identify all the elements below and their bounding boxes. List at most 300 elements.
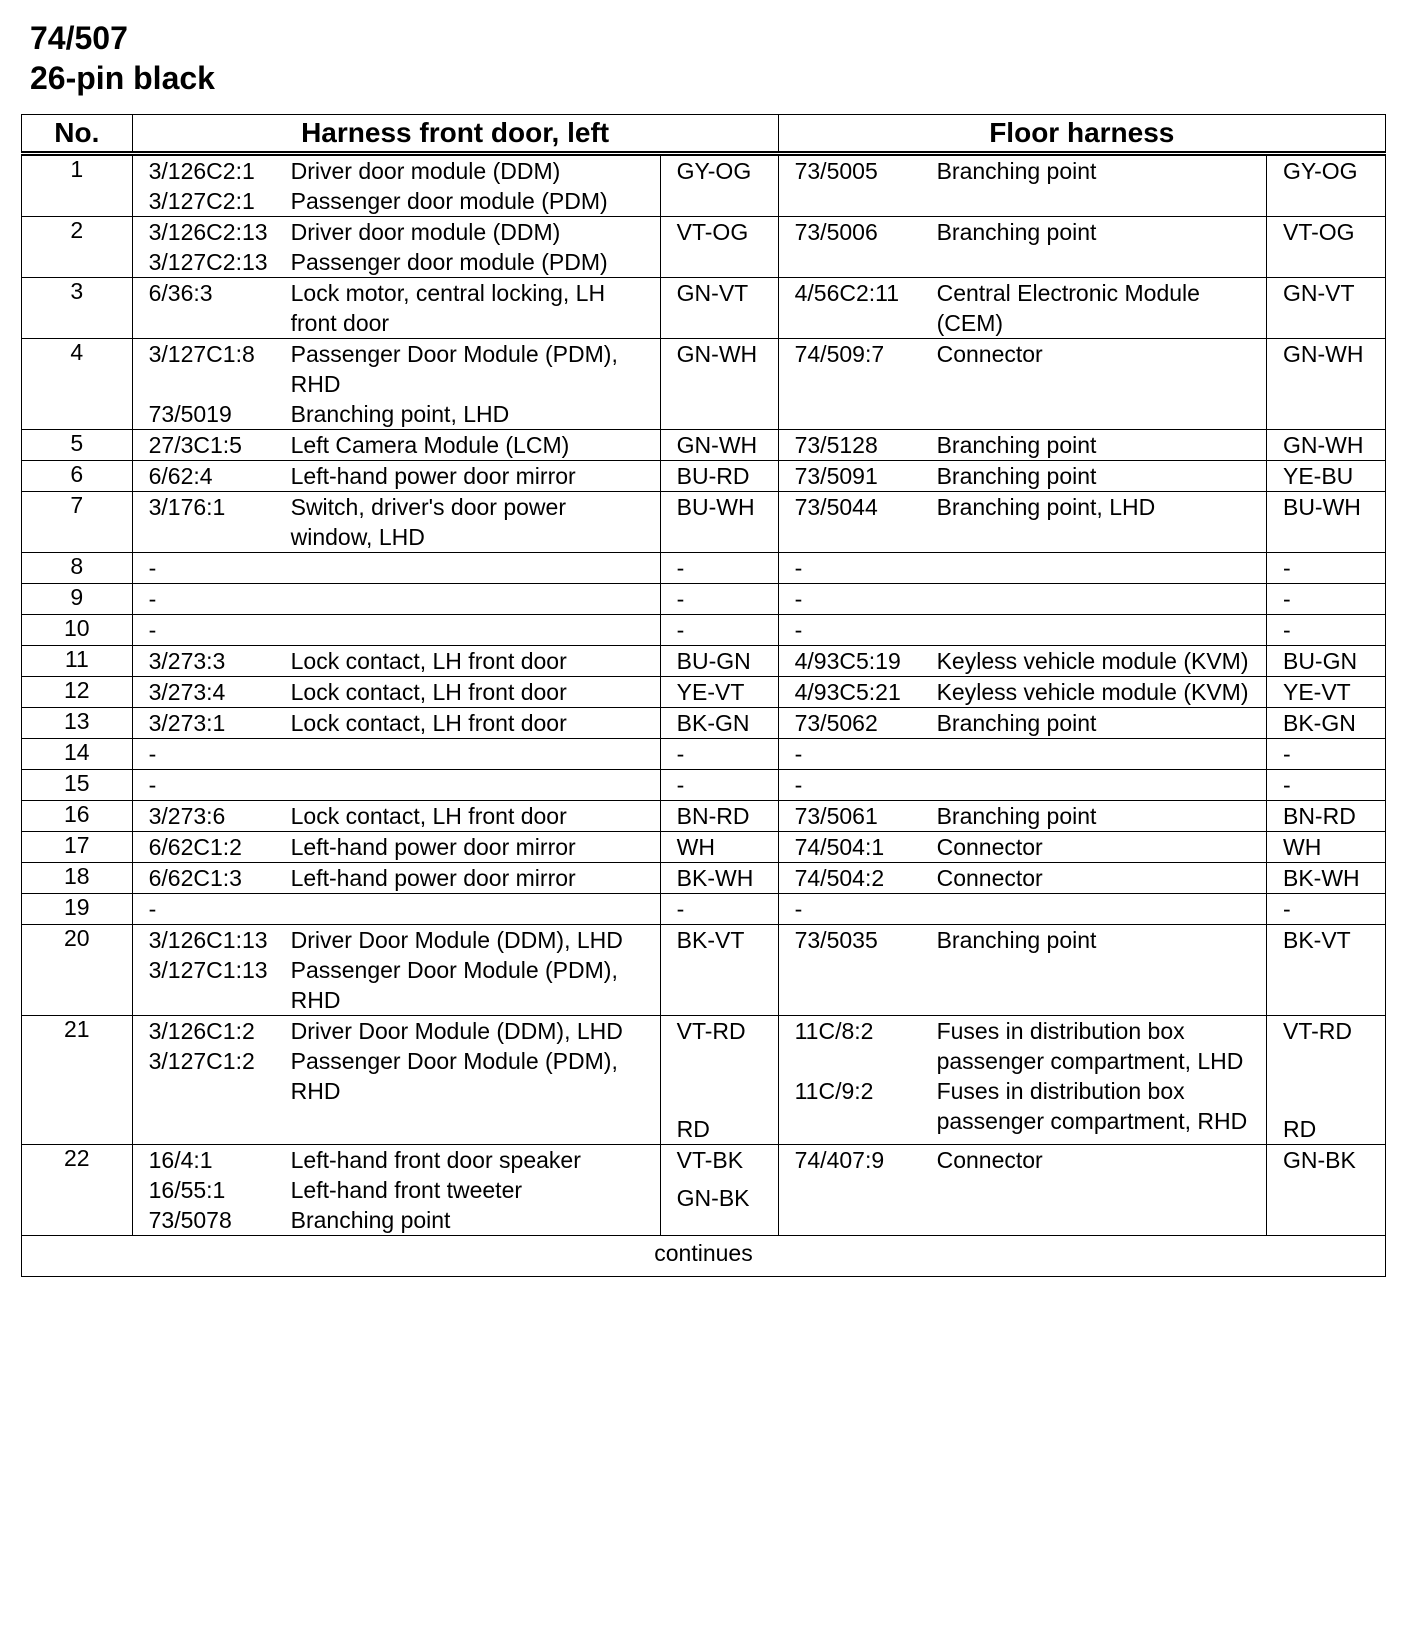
wire-color: GN-VT xyxy=(676,280,749,306)
floor-harness-cell xyxy=(778,1016,1266,1145)
table-row xyxy=(22,1016,1386,1145)
floor-wire-color-cell xyxy=(1266,339,1385,430)
harness-wire-color-cell xyxy=(660,677,778,708)
harness-wire-color-cell xyxy=(660,584,778,615)
table-row xyxy=(22,801,1386,832)
harness-front-door-left-cell xyxy=(132,278,660,339)
floor-wire-color-cell xyxy=(1266,154,1385,217)
harness-front-door-left-cell xyxy=(132,492,660,553)
component-description xyxy=(937,739,1266,769)
component-entry xyxy=(779,156,1266,186)
wire-color: - xyxy=(1282,741,1291,767)
component-entry xyxy=(779,278,1266,338)
wire-color: GN-BK xyxy=(1282,1147,1356,1173)
component-code: - xyxy=(148,617,157,643)
table-row xyxy=(22,492,1386,553)
pin-number: 16 xyxy=(22,801,133,832)
component-entry xyxy=(133,278,660,338)
wire-color: GN-BK xyxy=(676,1185,750,1211)
floor-wire-color-cell xyxy=(1266,863,1385,894)
wire-color: - xyxy=(676,772,685,798)
floor-harness-cell xyxy=(778,615,1266,646)
component-description: Branching point xyxy=(936,219,1097,245)
component-description xyxy=(937,553,1266,583)
component-code: 4/93C5:21 xyxy=(794,679,901,705)
harness-front-door-left-cell xyxy=(132,894,660,925)
harness-front-door-left-cell xyxy=(132,430,660,461)
component-entry xyxy=(133,863,660,893)
table-header-row xyxy=(22,115,1386,154)
harness-front-door-left-cell xyxy=(132,832,660,863)
component-entry xyxy=(779,461,1266,491)
component-entry xyxy=(133,739,660,769)
component-entry xyxy=(133,1046,660,1106)
pin-number: 17 xyxy=(22,832,133,863)
component-description: Driver door module (DDM) xyxy=(290,158,561,184)
wire-color: GN-WH xyxy=(1282,341,1364,367)
component-code: 73/5061 xyxy=(794,803,878,829)
component-description: Branching point xyxy=(936,432,1097,458)
table-row xyxy=(22,339,1386,430)
harness-wire-color-cell xyxy=(660,278,778,339)
component-code: - xyxy=(148,772,157,798)
component-code: 3/127C2:13 xyxy=(148,249,268,275)
component-code: 16/55:1 xyxy=(148,1177,226,1203)
floor-harness-cell xyxy=(778,894,1266,925)
component-code: 73/5128 xyxy=(794,432,878,458)
wire-color: BK-GN xyxy=(1282,710,1356,736)
component-code: 73/5091 xyxy=(794,463,878,489)
wire-color: VT-OG xyxy=(1282,219,1355,245)
component-description: Branching point xyxy=(936,158,1097,184)
floor-harness-cell xyxy=(778,278,1266,339)
harness-front-door-left-cell xyxy=(132,553,660,584)
component-description: Passenger Door Module (PDM), RHD xyxy=(290,341,618,397)
component-entry xyxy=(779,894,1266,924)
component-entry xyxy=(779,430,1266,460)
component-description: Central Electronic Module (CEM) xyxy=(936,280,1200,336)
harness-front-door-left-cell xyxy=(132,801,660,832)
harness-wire-color-cell xyxy=(660,217,778,278)
component-code: 3/273:3 xyxy=(148,648,226,674)
table-row xyxy=(22,677,1386,708)
component-code: - xyxy=(148,741,157,767)
wire-color: RD xyxy=(676,1116,710,1142)
component-description: Connector xyxy=(936,341,1043,367)
pin-number: 8 xyxy=(22,553,133,584)
pin-number: 14 xyxy=(22,739,133,770)
wire-color: - xyxy=(676,586,685,612)
component-code: 27/3C1:5 xyxy=(148,432,242,458)
component-entry xyxy=(133,801,660,831)
component-description xyxy=(291,770,660,800)
component-entry xyxy=(133,247,660,277)
table-row xyxy=(22,553,1386,584)
component-description xyxy=(937,770,1266,800)
harness-front-door-left-cell xyxy=(132,646,660,677)
component-code: - xyxy=(794,741,803,767)
floor-harness-cell xyxy=(778,739,1266,770)
component-entry xyxy=(779,739,1266,769)
component-entry xyxy=(779,492,1266,522)
component-entry xyxy=(133,1016,660,1046)
component-entry xyxy=(779,770,1266,800)
component-code: 73/5078 xyxy=(148,1207,232,1233)
wire-color: BU-GN xyxy=(1282,648,1358,674)
pin-number: 11 xyxy=(22,646,133,677)
component-description: Driver door module (DDM) xyxy=(290,219,561,245)
component-code: 6/62C1:2 xyxy=(148,834,242,860)
component-entry xyxy=(779,677,1266,707)
component-description: Lock contact, LH front door xyxy=(290,803,567,829)
pin-number: 4 xyxy=(22,339,133,430)
floor-harness-cell xyxy=(778,1145,1266,1236)
wire-color: - xyxy=(676,555,685,581)
pin-number: 20 xyxy=(22,925,133,1016)
wire-color: BK-WH xyxy=(676,865,754,891)
component-code: 3/273:4 xyxy=(148,679,226,705)
component-description xyxy=(291,553,660,583)
floor-wire-color-cell xyxy=(1266,217,1385,278)
component-code: - xyxy=(794,617,803,643)
component-code: 74/509:7 xyxy=(794,341,885,367)
header-harness-front-door-left: Harness front door, left xyxy=(132,115,778,154)
pin-number: 19 xyxy=(22,894,133,925)
component-code: - xyxy=(794,555,803,581)
pin-number: 21 xyxy=(22,1016,133,1145)
component-description: Branching point, LHD xyxy=(290,401,510,427)
harness-wire-color-cell xyxy=(660,461,778,492)
component-entry xyxy=(779,646,1266,676)
component-entry xyxy=(133,677,660,707)
harness-front-door-left-cell xyxy=(132,925,660,1016)
floor-harness-cell xyxy=(778,863,1266,894)
floor-harness-cell xyxy=(778,553,1266,584)
table-row xyxy=(22,615,1386,646)
wire-color: BU-WH xyxy=(676,494,755,520)
component-code: 3/127C2:1 xyxy=(148,188,255,214)
component-entry xyxy=(779,1016,1266,1076)
wire-color: - xyxy=(1282,896,1291,922)
pin-number: 12 xyxy=(22,677,133,708)
harness-front-door-left-cell xyxy=(132,677,660,708)
component-description: Connector xyxy=(936,1147,1043,1173)
wire-color: GN-WH xyxy=(1282,432,1364,458)
harness-wire-color-cell xyxy=(660,832,778,863)
component-description xyxy=(291,615,660,645)
connector-id: 74/507 xyxy=(30,20,128,56)
component-code: 73/5019 xyxy=(148,401,232,427)
wire-color: BK-WH xyxy=(1282,865,1360,891)
component-entry xyxy=(133,339,660,399)
component-entry xyxy=(779,553,1266,583)
harness-wire-color-cell xyxy=(660,1016,778,1145)
table-row xyxy=(22,646,1386,677)
pin-table xyxy=(21,114,1386,1277)
component-entry xyxy=(779,1145,1266,1175)
component-entry xyxy=(133,646,660,676)
component-code: 73/5005 xyxy=(794,158,878,184)
component-description: Lock contact, LH front door xyxy=(290,648,567,674)
wire-color: BU-RD xyxy=(676,463,750,489)
floor-wire-color-cell xyxy=(1266,278,1385,339)
footer-row xyxy=(22,1236,1386,1277)
component-entry xyxy=(133,1205,660,1235)
component-code: 73/5035 xyxy=(794,927,878,953)
component-description: Passenger Door Module (PDM), RHD xyxy=(290,1048,618,1104)
component-description: Left-hand front door speaker xyxy=(290,1147,581,1173)
wire-color: - xyxy=(1282,772,1291,798)
component-entry xyxy=(133,832,660,862)
component-entry xyxy=(133,430,660,460)
component-entry xyxy=(133,217,660,247)
floor-wire-color-cell xyxy=(1266,1016,1385,1145)
floor-wire-color-cell xyxy=(1266,646,1385,677)
table-row xyxy=(22,430,1386,461)
wire-color: YE-VT xyxy=(1282,679,1351,705)
floor-harness-cell xyxy=(778,925,1266,1016)
component-code: 73/5062 xyxy=(794,710,878,736)
wire-color: GN-VT xyxy=(1282,280,1355,306)
wire-color: RD xyxy=(1282,1116,1317,1142)
wire-color: - xyxy=(676,741,685,767)
component-entry xyxy=(779,708,1266,738)
component-entry xyxy=(133,708,660,738)
floor-harness-cell xyxy=(778,677,1266,708)
component-code: 3/126C2:13 xyxy=(148,219,268,245)
harness-front-door-left-cell xyxy=(132,461,660,492)
wire-color: VT-OG xyxy=(676,219,749,245)
component-description: Left Camera Module (LCM) xyxy=(290,432,570,458)
pin-number: 13 xyxy=(22,708,133,739)
component-description: Branching point xyxy=(936,463,1097,489)
floor-harness-cell xyxy=(778,430,1266,461)
table-row xyxy=(22,770,1386,801)
floor-wire-color-cell xyxy=(1266,492,1385,553)
component-description: Fuses in distribution box passenger compartment, RHD xyxy=(936,1078,1248,1134)
table-row xyxy=(22,278,1386,339)
component-code: 3/126C1:2 xyxy=(148,1018,255,1044)
component-description: Branching point xyxy=(936,927,1097,953)
component-description: Keyless vehicle module (KVM) xyxy=(936,648,1249,674)
floor-wire-color-cell xyxy=(1266,677,1385,708)
table-row xyxy=(22,708,1386,739)
floor-harness-cell xyxy=(778,461,1266,492)
component-entry xyxy=(133,399,660,429)
wire-color: WH xyxy=(1282,834,1322,860)
harness-front-door-left-cell xyxy=(132,154,660,217)
table-row xyxy=(22,217,1386,278)
wire-color: VT-BK xyxy=(676,1147,744,1173)
wire-color: - xyxy=(1282,586,1291,612)
harness-wire-color-cell xyxy=(660,863,778,894)
pin-number: 18 xyxy=(22,863,133,894)
component-code: 6/36:3 xyxy=(148,280,213,306)
component-description: Connector xyxy=(936,865,1043,891)
component-description: Fuses in distribution box passenger compartment, LHD xyxy=(936,1018,1244,1074)
component-entry xyxy=(133,1175,660,1205)
table-row xyxy=(22,832,1386,863)
component-code: 4/93C5:19 xyxy=(794,648,901,674)
wire-color: - xyxy=(676,896,685,922)
component-description xyxy=(291,584,660,614)
component-description xyxy=(291,739,660,769)
component-code: - xyxy=(148,555,157,581)
floor-wire-color-cell xyxy=(1266,708,1385,739)
component-code: 73/5044 xyxy=(794,494,878,520)
component-code: 11C/8:2 xyxy=(794,1018,874,1044)
component-code: 3/127C1:13 xyxy=(148,957,268,983)
component-description: Connector xyxy=(936,834,1043,860)
pin-number: 9 xyxy=(22,584,133,615)
floor-harness-cell xyxy=(778,801,1266,832)
component-code: 74/407:9 xyxy=(794,1147,885,1173)
harness-wire-color-cell xyxy=(660,1145,778,1236)
wire-color: - xyxy=(676,617,685,643)
component-entry xyxy=(779,339,1266,369)
harness-front-door-left-cell xyxy=(132,770,660,801)
pin-number: 6 xyxy=(22,461,133,492)
component-code: 3/127C1:2 xyxy=(148,1048,255,1074)
harness-front-door-left-cell xyxy=(132,584,660,615)
table-row xyxy=(22,894,1386,925)
floor-wire-color-cell xyxy=(1266,1145,1385,1236)
table-row xyxy=(22,154,1386,217)
wire-color: BK-VT xyxy=(1282,927,1351,953)
wire-color: VT-RD xyxy=(1282,1018,1352,1044)
component-code: - xyxy=(148,896,157,922)
component-description: Branching point xyxy=(290,1207,451,1233)
harness-front-door-left-cell xyxy=(132,708,660,739)
harness-front-door-left-cell xyxy=(132,739,660,770)
component-code: 74/504:1 xyxy=(794,834,885,860)
component-code: - xyxy=(794,896,803,922)
component-entry xyxy=(133,615,660,645)
component-code: 3/126C1:13 xyxy=(148,927,268,953)
floor-wire-color-cell xyxy=(1266,894,1385,925)
component-entry xyxy=(779,615,1266,645)
pin-number: 10 xyxy=(22,615,133,646)
component-description: Driver Door Module (DDM), LHD xyxy=(290,1018,623,1044)
component-entry xyxy=(779,217,1266,247)
component-entry xyxy=(133,584,660,614)
harness-wire-color-cell xyxy=(660,739,778,770)
component-code: 6/62C1:3 xyxy=(148,865,242,891)
component-description xyxy=(937,584,1266,614)
component-code: - xyxy=(148,586,157,612)
wire-color: BN-RD xyxy=(676,803,750,829)
harness-wire-color-cell xyxy=(660,553,778,584)
component-description: Passenger door module (PDM) xyxy=(290,188,608,214)
wire-color: - xyxy=(1282,617,1291,643)
component-entry xyxy=(133,894,660,924)
continues-note: continues xyxy=(22,1236,1386,1277)
component-description: Passenger Door Module (PDM), RHD xyxy=(290,957,618,1013)
wire-color: BK-GN xyxy=(676,710,750,736)
component-code: - xyxy=(794,772,803,798)
wire-color: GN-WH xyxy=(676,432,758,458)
harness-wire-color-cell xyxy=(660,770,778,801)
harness-wire-color-cell xyxy=(660,492,778,553)
harness-front-door-left-cell xyxy=(132,217,660,278)
component-entry xyxy=(133,156,660,186)
harness-wire-color-cell xyxy=(660,646,778,677)
component-code: 73/5006 xyxy=(794,219,878,245)
harness-wire-color-cell xyxy=(660,894,778,925)
pin-number: 22 xyxy=(22,1145,133,1236)
wire-color: YE-BU xyxy=(1282,463,1354,489)
floor-harness-cell xyxy=(778,339,1266,430)
component-entry xyxy=(133,461,660,491)
wire-color: YE-VT xyxy=(676,679,745,705)
component-description: Left-hand power door mirror xyxy=(290,865,576,891)
table-row xyxy=(22,925,1386,1016)
pin-number: 1 xyxy=(22,154,133,217)
wire-color: WH xyxy=(676,834,715,860)
connector-description: 26-pin black xyxy=(30,60,215,96)
floor-harness-cell xyxy=(778,492,1266,553)
floor-wire-color-cell xyxy=(1266,770,1385,801)
wire-color: VT-RD xyxy=(676,1018,746,1044)
table-row xyxy=(22,1145,1386,1236)
component-entry xyxy=(133,186,660,216)
floor-wire-color-cell xyxy=(1266,925,1385,1016)
pin-number: 3 xyxy=(22,278,133,339)
harness-front-door-left-cell xyxy=(132,1016,660,1145)
component-code: 16/4:1 xyxy=(148,1147,213,1173)
floor-harness-cell xyxy=(778,584,1266,615)
floor-wire-color-cell xyxy=(1266,832,1385,863)
document-title xyxy=(30,18,215,98)
harness-wire-color-cell xyxy=(660,801,778,832)
floor-harness-cell xyxy=(778,832,1266,863)
floor-wire-color-cell xyxy=(1266,553,1385,584)
component-entry xyxy=(779,801,1266,831)
component-entry xyxy=(779,1076,1266,1136)
harness-wire-color-cell xyxy=(660,154,778,217)
header-no: No. xyxy=(22,115,133,154)
floor-harness-cell xyxy=(778,708,1266,739)
floor-wire-color-cell xyxy=(1266,615,1385,646)
component-description: Passenger door module (PDM) xyxy=(290,249,608,275)
floor-wire-color-cell xyxy=(1266,430,1385,461)
harness-wire-color-cell xyxy=(660,708,778,739)
component-description: Branching point xyxy=(936,803,1097,829)
component-description: Left-hand power door mirror xyxy=(290,463,576,489)
table-row xyxy=(22,863,1386,894)
component-description: Lock motor, central locking, LH front door xyxy=(290,280,606,336)
harness-front-door-left-cell xyxy=(132,863,660,894)
component-entry xyxy=(133,770,660,800)
component-entry xyxy=(133,553,660,583)
floor-wire-color-cell xyxy=(1266,461,1385,492)
table-row xyxy=(22,739,1386,770)
floor-wire-color-cell xyxy=(1266,739,1385,770)
floor-harness-cell xyxy=(778,646,1266,677)
component-entry xyxy=(133,955,660,1015)
pin-number: 5 xyxy=(22,430,133,461)
component-entry xyxy=(779,832,1266,862)
component-entry xyxy=(779,925,1266,955)
component-code: 3/127C1:8 xyxy=(148,341,255,367)
pin-number: 15 xyxy=(22,770,133,801)
component-entry xyxy=(133,925,660,955)
component-description: Branching point xyxy=(936,710,1097,736)
wire-color: BU-GN xyxy=(676,648,751,674)
component-entry xyxy=(133,492,660,552)
wire-color: GN-WH xyxy=(676,341,758,367)
component-description: Driver Door Module (DDM), LHD xyxy=(290,927,623,953)
